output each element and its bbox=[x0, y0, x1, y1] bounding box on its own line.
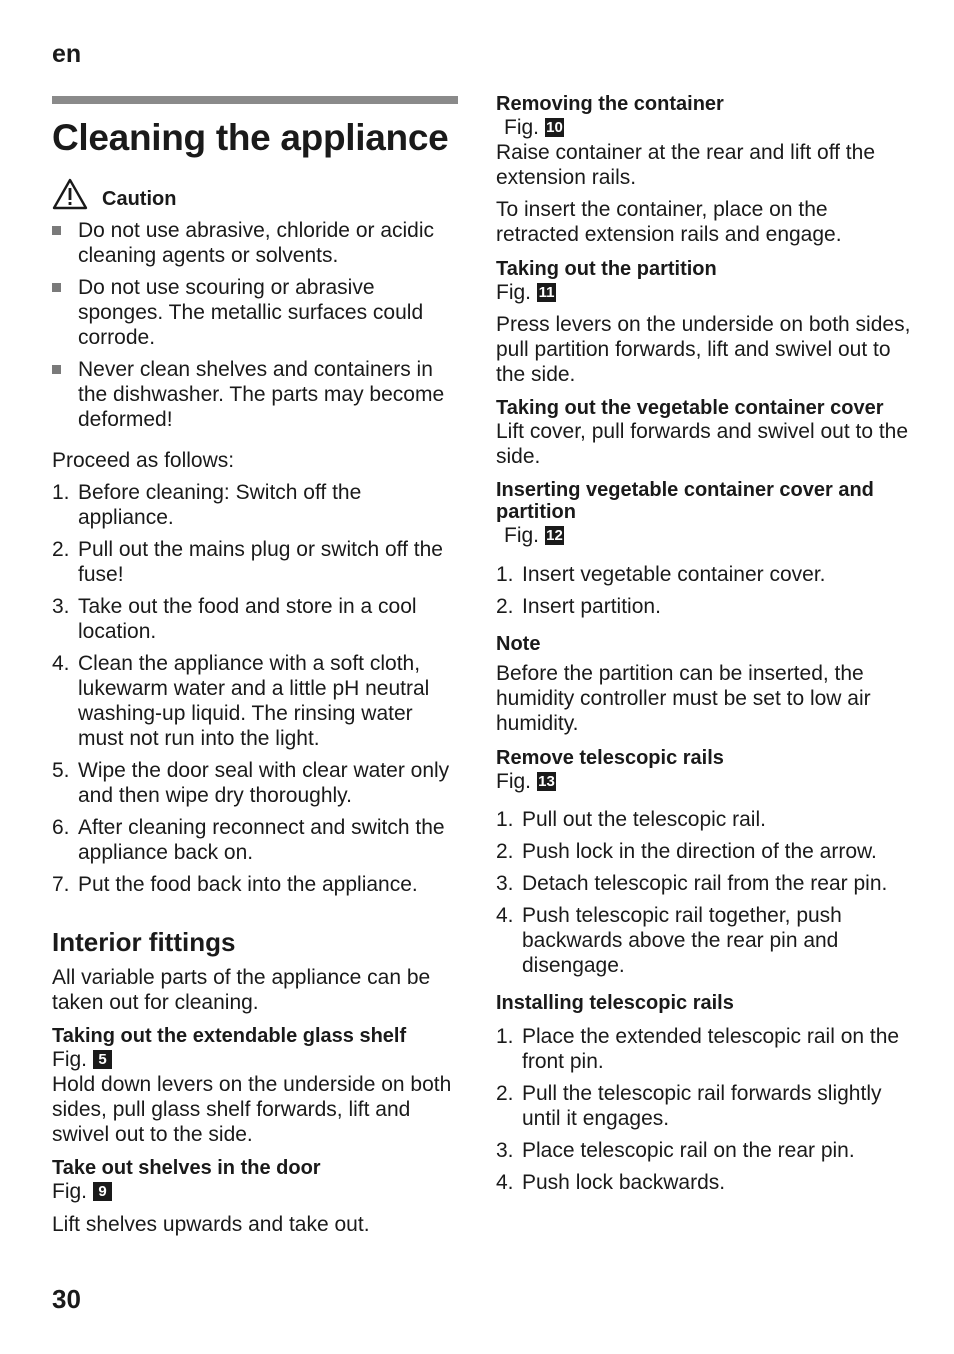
list-item bbox=[496, 1170, 916, 1195]
step-number: 2. bbox=[496, 840, 514, 863]
step-text: Pull out the mains plug or switch off the fuse! bbox=[78, 538, 443, 586]
subheading: Inserting vegetable container cover and partition bbox=[496, 479, 874, 523]
step-text: Place telescopic rail on the rear pin. bbox=[522, 1139, 855, 1162]
list-item bbox=[496, 903, 916, 978]
language-code: en bbox=[52, 40, 82, 68]
section-heading: Interior fittings bbox=[52, 927, 236, 957]
figure-reference bbox=[52, 1179, 112, 1204]
list-item bbox=[52, 872, 458, 897]
figure-number-badge: 9 bbox=[93, 1182, 112, 1201]
list-item bbox=[52, 537, 458, 587]
step-number: 2. bbox=[496, 595, 514, 618]
step-text: Detach telescopic rail from the rear pin. bbox=[522, 872, 888, 895]
paragraph: Lift cover, pull forwards and swivel out to the side. bbox=[496, 420, 909, 468]
step-number: 1. bbox=[496, 1025, 514, 1048]
list-item bbox=[52, 815, 458, 865]
list-item bbox=[52, 480, 458, 530]
fig-label: Fig. bbox=[52, 1180, 88, 1203]
proceed-text: Proceed as follows: bbox=[52, 449, 235, 472]
paragraph: Hold down levers on the underside on both sides, pull glass shelf forwards, lift and swivel out to the side. bbox=[52, 1073, 452, 1146]
section-rule bbox=[52, 96, 458, 104]
step-number: 3. bbox=[496, 1139, 514, 1162]
figure-reference bbox=[52, 1047, 112, 1072]
subheading: Taking out the extendable glass shelf bbox=[52, 1025, 407, 1047]
step-text: Put the food back into the appliance. bbox=[78, 873, 418, 896]
step-text: Pull the telescopic rail forwards slightly until it engages. bbox=[522, 1082, 882, 1130]
step-number: 3. bbox=[496, 872, 514, 895]
paragraph: Raise container at the rear and lift off the extension rails. bbox=[496, 141, 876, 189]
page-title: Cleaning the appliance bbox=[52, 117, 449, 158]
list-item bbox=[52, 651, 458, 751]
caution-label: Caution bbox=[102, 188, 177, 210]
subheading: Installing telescopic rails bbox=[496, 992, 734, 1014]
caution-list bbox=[52, 218, 458, 432]
fig-label: Fig. bbox=[504, 524, 540, 547]
step-number: 1. bbox=[496, 563, 514, 586]
cleaning-steps bbox=[52, 480, 458, 897]
step-number: 7. bbox=[52, 873, 70, 896]
subheading: Taking out the vegetable container cover bbox=[496, 397, 884, 419]
insert-steps bbox=[496, 562, 916, 619]
step-text: Push lock in the direction of the arrow. bbox=[522, 840, 877, 863]
list-item bbox=[52, 594, 458, 644]
step-text: Wipe the door seal with clear water only and then wipe dry thoroughly. bbox=[78, 759, 450, 807]
fig-label: Fig. bbox=[496, 281, 532, 304]
interior-intro: All variable parts of the appliance can be taken out for cleaning. bbox=[52, 966, 431, 1014]
fig-label: Fig. bbox=[52, 1048, 88, 1071]
paragraph: To insert the container, place on the retracted extension rails and engage. bbox=[496, 198, 842, 246]
figure-reference bbox=[504, 115, 564, 140]
page-number: 30 bbox=[52, 1284, 81, 1314]
fig-label: Fig. bbox=[496, 770, 532, 793]
paragraph: Lift shelves upwards and take out. bbox=[52, 1213, 370, 1236]
step-text: Push telescopic rail together, push backwards above the rear pin and disengage. bbox=[522, 904, 842, 977]
step-text: Pull out the telescopic rail. bbox=[522, 808, 766, 831]
step-number: 5. bbox=[52, 759, 70, 782]
figure-number-badge: 5 bbox=[93, 1050, 112, 1069]
subheading: Removing the container bbox=[496, 93, 724, 115]
list-item bbox=[496, 839, 916, 864]
figure-reference bbox=[504, 523, 564, 548]
figure-reference bbox=[496, 280, 556, 305]
remove-rails-steps bbox=[496, 807, 916, 978]
left-column bbox=[52, 90, 458, 1237]
step-text: Insert vegetable container cover. bbox=[522, 563, 826, 586]
fig-label: Fig. bbox=[504, 116, 540, 139]
subheading: Taking out the partition bbox=[496, 258, 717, 280]
step-number: 6. bbox=[52, 816, 70, 839]
caution-item: Never clean shelves and containers in the dishwasher. The parts may become deformed! bbox=[52, 357, 458, 432]
paragraph: Press levers on the underside on both sides, pull partition forwards, lift and swivel out to the side. bbox=[496, 313, 911, 386]
note-text: Before the partition can be inserted, the humidity controller must be set to low air humidity. bbox=[496, 662, 871, 735]
warning-triangle-icon bbox=[52, 178, 88, 210]
step-number: 4. bbox=[496, 904, 514, 927]
figure-number-badge: 11 bbox=[538, 284, 555, 301]
list-item bbox=[496, 562, 916, 587]
caution-header bbox=[52, 178, 458, 210]
note-heading: Note bbox=[496, 633, 541, 655]
list-item bbox=[496, 1081, 916, 1131]
subheading: Remove telescopic rails bbox=[496, 747, 724, 769]
step-text: Clean the appliance with a soft cloth, lukewarm water and a little pH neutral washing-up liquid. The rinsing water must not run into the light. bbox=[78, 652, 430, 750]
step-text: Place the extended telescopic rail on the front pin. bbox=[522, 1025, 900, 1073]
step-number: 4. bbox=[52, 652, 70, 675]
list-item bbox=[496, 807, 916, 832]
caution-item: Do not use scouring or abrasive sponges. The metallic surfaces could corrode. bbox=[52, 275, 458, 350]
step-text: Push lock backwards. bbox=[522, 1171, 726, 1194]
step-number: 1. bbox=[496, 808, 514, 831]
step-text: After cleaning reconnect and switch the appliance back on. bbox=[78, 816, 445, 864]
step-number: 1. bbox=[52, 481, 70, 504]
step-number: 4. bbox=[496, 1171, 514, 1194]
figure-reference bbox=[496, 769, 556, 794]
subheading: Take out shelves in the door bbox=[52, 1157, 321, 1179]
list-item bbox=[496, 1138, 916, 1163]
step-number: 2. bbox=[52, 538, 70, 561]
step-text: Insert partition. bbox=[522, 595, 661, 618]
list-item bbox=[52, 758, 458, 808]
step-text: Take out the food and store in a cool location. bbox=[78, 595, 417, 643]
figure-number-badge: 13 bbox=[538, 773, 555, 790]
step-number: 2. bbox=[496, 1082, 514, 1105]
figure-number-badge: 10 bbox=[546, 119, 563, 136]
right-column bbox=[496, 93, 916, 1202]
list-item bbox=[496, 871, 916, 896]
figure-number-badge: 12 bbox=[546, 527, 563, 544]
install-rails-steps bbox=[496, 1024, 916, 1195]
list-item bbox=[496, 594, 916, 619]
step-number: 3. bbox=[52, 595, 70, 618]
caution-item: Do not use abrasive, chloride or acidic cleaning agents or solvents. bbox=[52, 218, 458, 268]
list-item bbox=[496, 1024, 916, 1074]
step-text: Before cleaning: Switch off the appliance. bbox=[78, 481, 362, 529]
